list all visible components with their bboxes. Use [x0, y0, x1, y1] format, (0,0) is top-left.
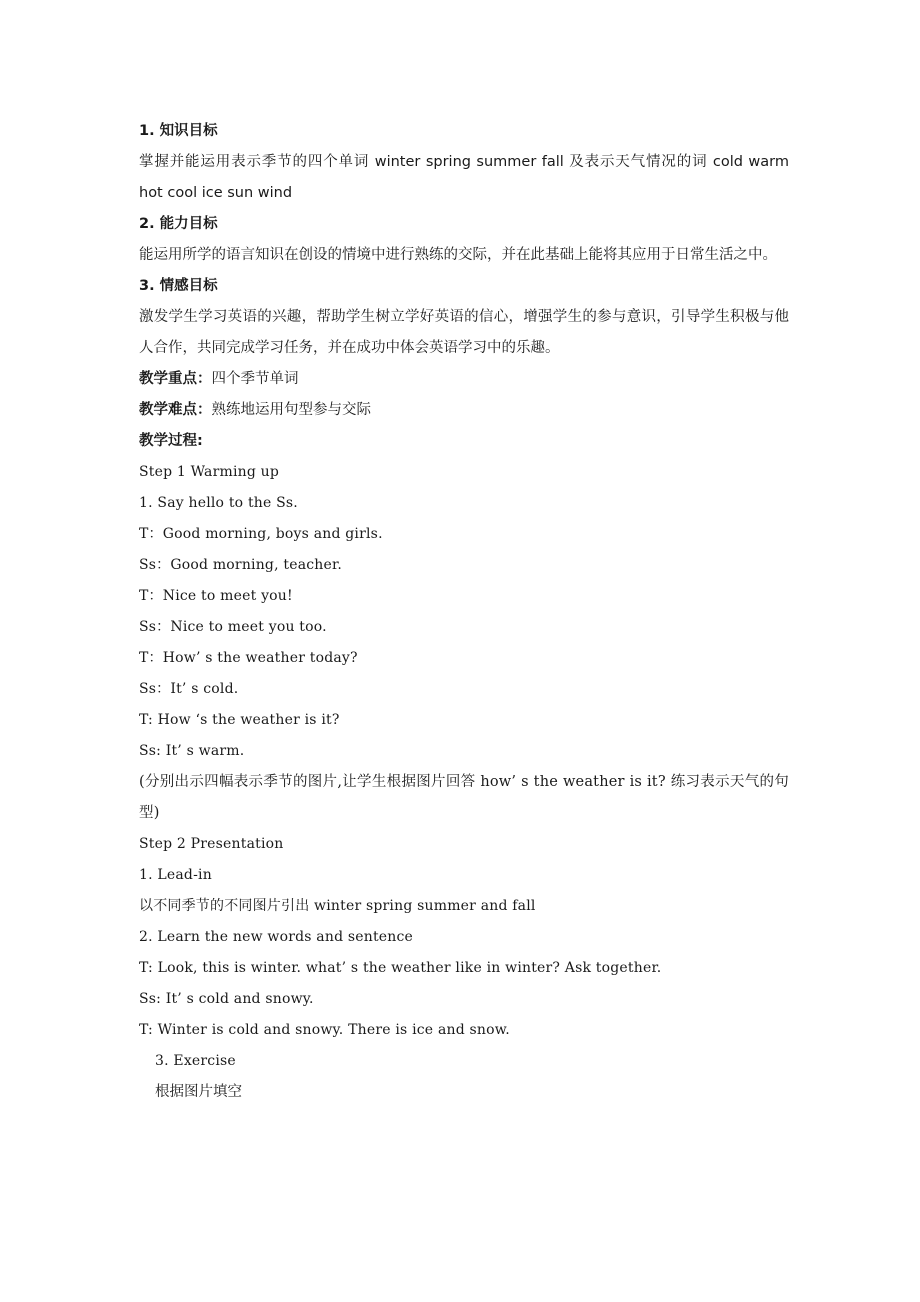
step2-item1-text: 以不同季节的不同图片引出 winter spring summer and fall: [139, 898, 536, 914]
dialogue-line: T：How’ s the weather today?: [139, 650, 358, 666]
dialogue-line: T: Look, this is winter. what’ s the weather like in winter? Ask together.: [139, 960, 662, 976]
step2-item1: 1. Lead-in: [139, 867, 212, 883]
dialogue-line: T: Winter is cold and snowy. There is ice and snow.: [139, 1022, 510, 1038]
ability-goal-text: 能运用所学的语言知识在创设的情境中进行熟练的交际，并在此基础上能将其应用于日常生活之中。: [139, 247, 777, 263]
step2-item3: 3. Exercise: [155, 1053, 236, 1069]
step1-title: Step 1 Warming up: [139, 464, 280, 480]
step1-item1: 1. Say hello to the Ss.: [139, 495, 298, 511]
emotion-goal-text: 激发学生学习英语的兴趣，帮助学生树立学好英语的信心，增强学生的参与意识，引导学生积极与他人合作，共同完成学习任务，并在成功中体会英语学习中的乐趣。: [139, 309, 789, 356]
teaching-focus-label: 教学重点：: [139, 371, 212, 387]
dialogue-line: Ss：Nice to meet you too.: [139, 619, 327, 635]
dialogue-line: T: How ‘s the weather is it?: [139, 712, 340, 728]
dialogue-line: Ss：Good morning, teacher.: [139, 557, 343, 573]
step2-item3-text: 根据图片填空: [155, 1084, 242, 1100]
dialogue-line: T：Good morning, boys and girls.: [139, 526, 383, 542]
teaching-difficulty-value: 熟练地运用句型参与交际: [211, 402, 371, 418]
teaching-difficulty: [139, 395, 789, 426]
document-body: [139, 116, 789, 1108]
dialogue-line: Ss: It’ s cold and snowy.: [139, 991, 314, 1007]
step2-item2: 2. Learn the new words and sentence: [139, 929, 414, 945]
dialogue-line: T：Nice to meet you!: [139, 588, 293, 604]
teaching-difficulty-label: 教学难点：: [139, 402, 212, 418]
dialogue-line: Ss：It’ s cold.: [139, 681, 239, 697]
teaching-focus-value: 四个季节单词: [211, 371, 299, 387]
step2-title: Step 2 Presentation: [139, 836, 284, 852]
emotion-goal-heading: 3. 情感目标: [139, 278, 218, 294]
teaching-process-label: 教学过程:: [139, 433, 203, 449]
step1-note: (分别出示四幅表示季节的图片,让学生根据图片回答 how’ s the weather is it? 练习表示天气的句型): [139, 774, 789, 821]
dialogue-line: Ss: It’ s warm.: [139, 743, 245, 759]
knowledge-goal-text: 掌握并能运用表示季节的四个单词 winter spring summer fall 及表示天气情况的词 cold warm hot cool ice sun wind: [139, 154, 789, 201]
ability-goal-heading: 2. 能力目标: [139, 216, 218, 232]
knowledge-goal-heading: 1. 知识目标: [139, 123, 218, 139]
teaching-focus: [139, 364, 789, 395]
